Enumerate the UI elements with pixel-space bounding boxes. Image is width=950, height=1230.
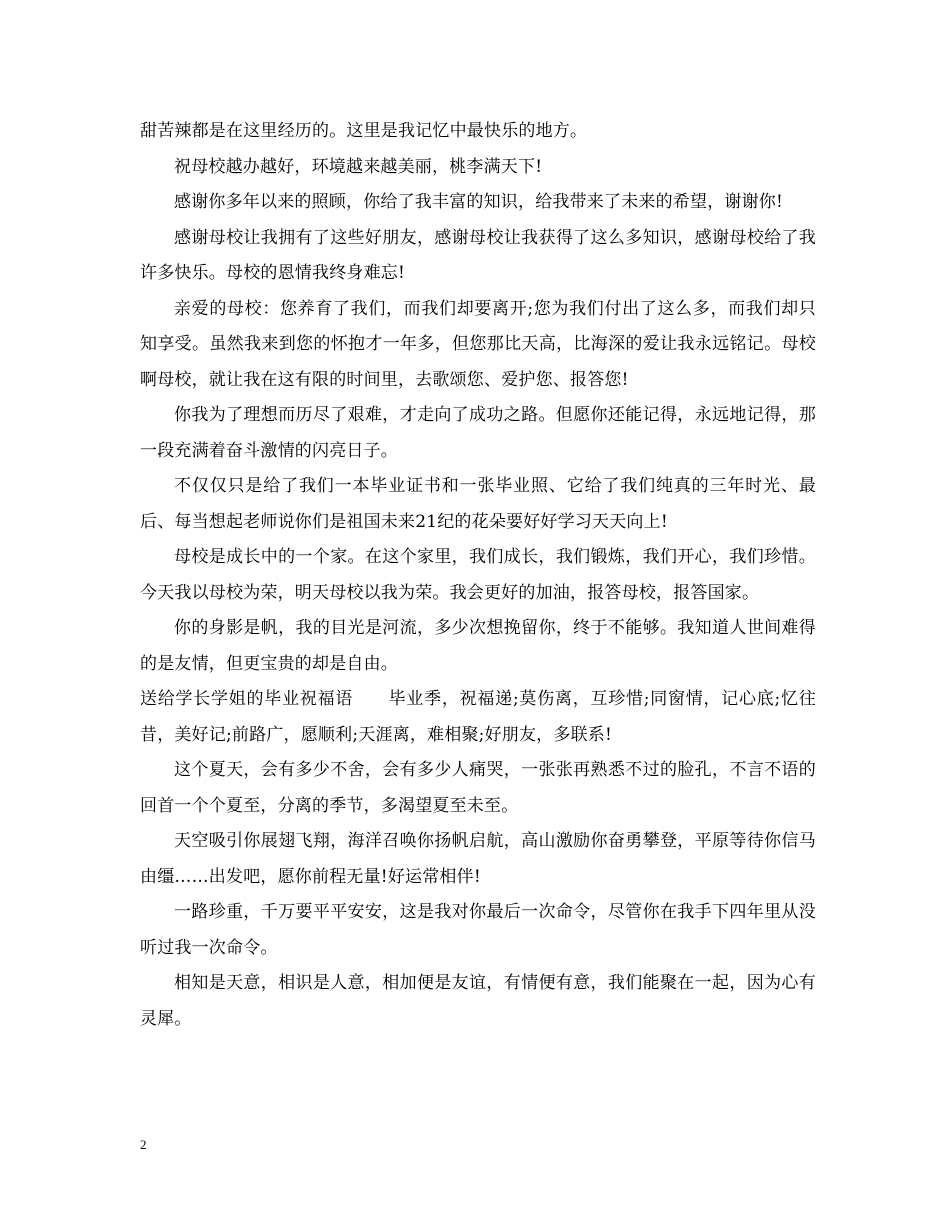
paragraph-1: 甜苦辣都是在这里经历的。这里是我记忆中最快乐的地方。 — [140, 121, 588, 141]
paragraph-14: 相知是天意，相识是人意，相加便是友谊，有情便有意，我们能聚在一起，因为心有灵犀。 — [140, 973, 816, 1029]
paragraph-13: 一路珍重，千万要平平安安，这是我对你最后一次命令，尽管你在我手下四年里从没听过我一次命令。 — [140, 902, 816, 958]
paragraph-8: 母校是成长中的一个家。在这个家里，我们成长，我们锻炼，我们开心，我们珍惜。今天我以母校为荣，明天母校以我为荣。我会更好的加油，报答母校，报答国家。 — [140, 547, 816, 603]
paragraph-5: 亲爱的母校：您养育了我们，而我们却要离开;您为我们付出了这么多，而我们却只知享受。虽然我来到您的怀抱才一年多，但您那比天高，比海深的爱让我永远铭记。母校啊母校，就让我在这有限的时间里，去歌颂您、爱护您、报答您! — [140, 298, 816, 390]
paragraph-4: 感谢母校让我拥有了这些好朋友，感谢母校让我获得了这么多知识，感谢母校给了我许多快乐。母校的恩情我终身难忘! — [140, 227, 816, 283]
document-body — [140, 114, 816, 1037]
paragraph-2: 祝母校越办越好，环境越来越美丽，桃李满天下! — [174, 156, 543, 177]
paragraph-10: 送给学长学姐的毕业祝福语 毕业季，祝福递;莫伤离，互珍惜;同窗情，记心底;忆往昔，美好记;前路广，愿顺利;天涯离，难相聚;好朋友，多联系! — [140, 689, 816, 745]
paragraph-7: 不仅仅只是给了我们一本毕业证书和一张毕业照、它给了我们纯真的三年时光、最后、每当想起老师说你们是祖国未来21纪的花朵要好好学习天天向上! — [140, 476, 816, 532]
paragraph-12: 天空吸引你展翅飞翔，海洋召唤你扬帆启航，高山激励你奋勇攀登，平原等待你信马由缰……出发吧，愿你前程无量!好运常相伴! — [140, 831, 816, 887]
paragraph-6: 你我为了理想而历尽了艰难，才走向了成功之路。但愿你还能记得，永远地记得，那一段充满着奋斗激情的闪亮日子。 — [140, 405, 816, 461]
page-number: 2 — [140, 1137, 147, 1152]
paragraph-9: 你的身影是帆，我的目光是河流，多少次想挽留你，终于不能够。我知道人世间难得的是友情，但更宝贵的却是自由。 — [140, 618, 816, 674]
paragraph-3: 感谢你多年以来的照顾，你给了我丰富的知识，给我带来了未来的希望，谢谢你! — [174, 192, 784, 212]
paragraph-11: 这个夏天，会有多少不舍，会有多少人痛哭，一张张再熟悉不过的脸孔，不言不语的回首一个个夏至，分离的季节，多渴望夏至未至。 — [140, 760, 816, 816]
